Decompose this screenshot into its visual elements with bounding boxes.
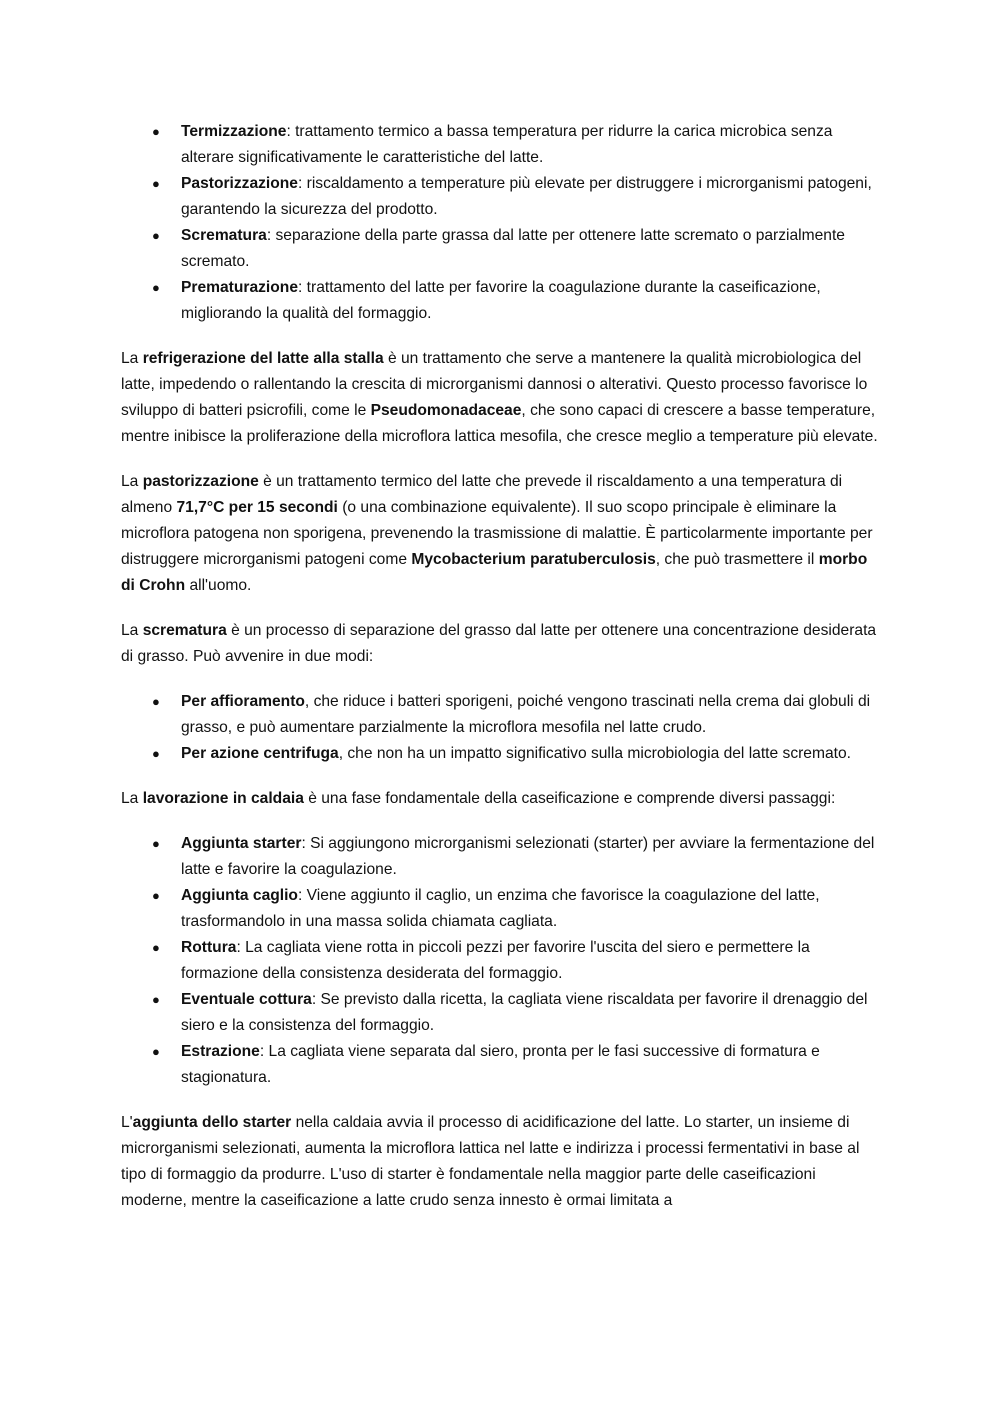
term-description: : riscaldamento a temperature più elevate per distruggere i microrganismi patogeni, garantendo la sicurezza del prodotto. <box>181 175 872 218</box>
term-description: : trattamento del latte per favorire la coagulazione durante la caseificazione, migliorando la qualità del formaggio. <box>181 279 821 322</box>
bullet-icon: ● <box>152 1044 160 1059</box>
list-item <box>121 741 881 767</box>
bullet-icon: ● <box>152 280 160 295</box>
term-label: Aggiunta caglio <box>181 887 298 904</box>
term-label: Prematurazione <box>181 279 298 296</box>
list-item <box>121 171 881 223</box>
list-item <box>121 223 881 275</box>
term-label: Scrematura <box>181 227 267 244</box>
document-page <box>121 119 881 1214</box>
term-label: Per affioramento <box>181 693 305 710</box>
scrematura-methods-list <box>121 689 881 767</box>
list-item <box>121 689 881 741</box>
bullet-icon: ● <box>152 746 160 761</box>
bullet-icon: ● <box>152 940 160 955</box>
term-label: Per azione centrifuga <box>181 745 339 762</box>
bullet-icon: ● <box>152 888 160 903</box>
list-item <box>121 935 881 987</box>
term-label: Eventuale cottura <box>181 991 312 1008</box>
bullet-icon: ● <box>152 836 160 851</box>
term-description: , che riduce i batteri sporigeni, poiché vengono trascinati nella crema dai globuli di grasso, e può aumentare parzialmente la microflora mesofila nel latte crudo. <box>181 693 871 736</box>
bullet-icon: ● <box>152 992 160 1007</box>
term-description: : Se previsto dalla ricetta, la cagliata viene riscaldata per favorire il drenaggio del siero e la consistenza del formaggio. <box>181 991 868 1034</box>
refrigerazione-paragraph: La refrigerazione del latte alla stalla è un trattamento che serve a mantenere la qualità microbiologica del latte, impedendo o rallentando la crescita di microrganismi dannosi o alterativi. Questo processo favorisce lo sviluppo di batteri psicrofili, come le Pseudomonadaceae, che sono capaci di crescere a basse temperature, mentre inibisce la proliferazione della microflora lattica mesofila, che cresce meglio a temperature più elevate. <box>121 350 878 445</box>
term-description: : Si aggiungono microrganismi selezionati (starter) per avviare la fermentazione del latte e favorire la coagulazione. <box>181 835 875 878</box>
treatments-list <box>121 119 881 327</box>
term-description: : trattamento termico a bassa temperatura per ridurre la carica microbica senza alterare significativamente le caratteristiche del latte. <box>181 123 833 166</box>
term-description: , che non ha un impatto significativo sulla microbiologia del latte scremato. <box>338 745 851 762</box>
scrematura-paragraph: La scrematura è un processo di separazione del grasso dal latte per ottenere una concentrazione desiderata di grasso. Può avvenire in due modi: <box>121 622 877 665</box>
term-description: : La cagliata viene rotta in piccoli pezzi per favorire l'uscita del siero e permettere la formazione della consistenza desiderata del formaggio. <box>181 939 810 982</box>
caldaia-steps-list <box>121 831 881 1091</box>
term-description: : separazione della parte grassa dal latte per ottenere latte scremato o parzialmente scremato. <box>181 227 845 270</box>
list-item <box>121 275 881 327</box>
term-label: Aggiunta starter <box>181 835 302 852</box>
list-item <box>121 831 881 883</box>
bullet-icon: ● <box>152 228 160 243</box>
term-label: Pastorizzazione <box>181 175 298 192</box>
caldaia-paragraph: La lavorazione in caldaia è una fase fondamentale della caseificazione e comprende diversi passaggi: <box>121 790 836 807</box>
term-label: Estrazione <box>181 1043 260 1060</box>
list-item <box>121 883 881 935</box>
bullet-icon: ● <box>152 124 160 139</box>
term-label: Rottura <box>181 939 237 956</box>
bullet-icon: ● <box>152 176 160 191</box>
list-item <box>121 987 881 1039</box>
list-item <box>121 119 881 171</box>
starter-paragraph: L'aggiunta dello starter nella caldaia avvia il processo di acidificazione del latte. Lo starter, un insieme di microrganismi selezionati, aumenta la microflora lattica nel latte e indirizza i processi fermentativi in base al tipo di formaggio da produrre. L'uso di starter è fondamentale nella maggior parte delle caseificazioni moderne, mentre la caseificazione a latte crudo senza innesto è ormai limitata a <box>121 1114 860 1209</box>
term-description: : Viene aggiunto il caglio, un enzima che favorisce la coagulazione del latte, trasformandolo in una massa solida chiamata cagliata. <box>181 887 820 930</box>
term-description: : La cagliata viene separata dal siero, pronta per le fasi successive di formatura e stagionatura. <box>181 1043 820 1086</box>
term-label: Termizzazione <box>181 123 287 140</box>
pastorizzazione-paragraph: La pastorizzazione è un trattamento termico del latte che prevede il riscaldamento a una temperatura di almeno 71,7°C per 15 secondi (o una combinazione equivalente). Il suo scopo principale è eliminare la microflora patogena non sporigena, prevenendo la trasmissione di malattie. È particolarmente importante per distruggere microrganismi patogeni come Mycobacterium paratuberculosis, che può trasmettere il morbo di Crohn all'uomo. <box>121 473 873 594</box>
bullet-icon: ● <box>152 694 160 709</box>
list-item <box>121 1039 881 1091</box>
